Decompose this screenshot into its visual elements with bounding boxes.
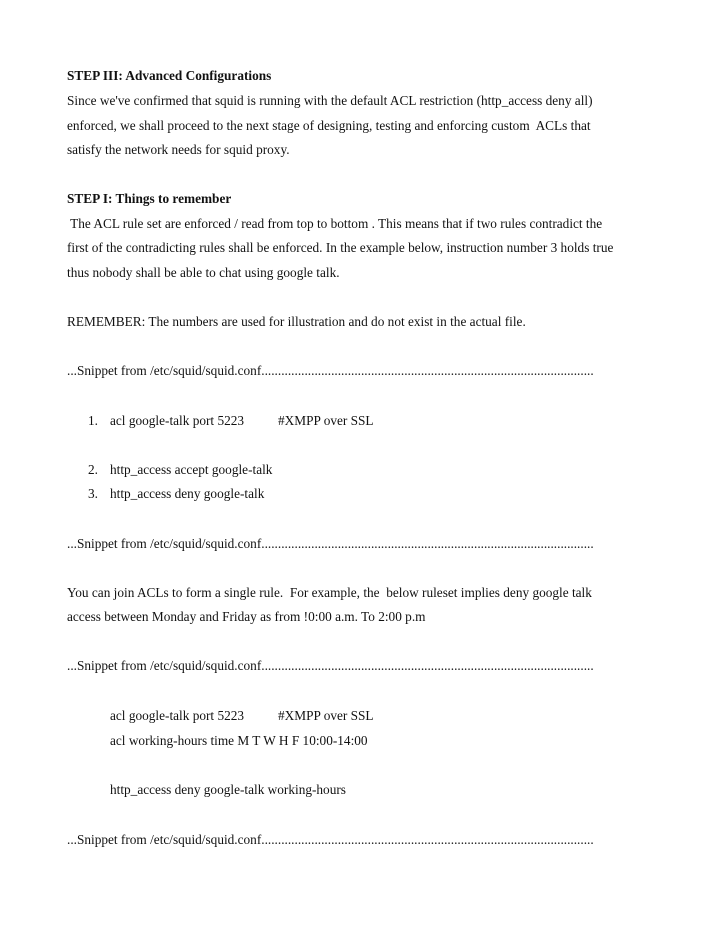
snippet-marker-4: ...Snippet from /etc/squid/squid.conf.................................................................................................... <box>67 832 594 847</box>
snippet-marker-3: ...Snippet from /etc/squid/squid.conf.................................................................................................... <box>67 658 594 673</box>
snippet-marker-2: ...Snippet from /etc/squid/squid.conf.................................................................................................... <box>67 536 594 551</box>
list-number: 2. <box>88 462 98 477</box>
step1-heading: STEP I: Things to remember <box>67 191 232 206</box>
list-item-code: acl google-talk port 5223 <box>110 413 245 428</box>
join-paragraph-line-2: access between Monday and Friday as from !0:00 a.m. To 2:00 p.m <box>67 609 426 624</box>
list-number: 3. <box>88 486 98 501</box>
step1-paragraph-line-1: The ACL rule set are enforced / read from top to bottom . This means that if two rules contradict the <box>67 216 603 231</box>
list-item-code: http_access deny google-talk <box>110 486 265 501</box>
list-number: 1. <box>88 413 98 428</box>
step1-paragraph-line-2: first of the contradicting rules shall be enforced. In the example below, instruction number 3 holds true <box>67 240 614 255</box>
step3-heading: STEP III: Advanced Configurations <box>67 68 272 83</box>
list-item-comment: #XMPP over SSL <box>278 413 374 428</box>
config-line-1-comment: #XMPP over SSL <box>278 708 374 723</box>
join-paragraph-line-1: You can join ACLs to form a single rule. For example, the below ruleset implies deny google talk <box>67 585 592 600</box>
config-line-1: acl google-talk port 5223 <box>110 708 245 723</box>
step3-paragraph-line-2: enforced, we shall proceed to the next stage of designing, testing and enforcing custom ACLs that <box>67 118 591 133</box>
step3-paragraph-line-1: Since we've confirmed that squid is running with the default ACL restriction (http_access deny all) <box>67 93 593 108</box>
config-line-3: http_access deny google-talk working-hours <box>110 782 346 797</box>
step1-paragraph-line-3: thus nobody shall be able to chat using google talk. <box>67 265 340 280</box>
step3-paragraph-line-3: satisfy the network needs for squid proxy. <box>67 142 290 157</box>
config-line-2: acl working-hours time M T W H F 10:00-14:00 <box>110 733 368 748</box>
snippet-marker-1: ...Snippet from /etc/squid/squid.conf.................................................................................................... <box>67 363 594 378</box>
remember-note: REMEMBER: The numbers are used for illustration and do not exist in the actual file. <box>67 314 526 329</box>
list-item-code: http_access accept google-talk <box>110 462 273 477</box>
